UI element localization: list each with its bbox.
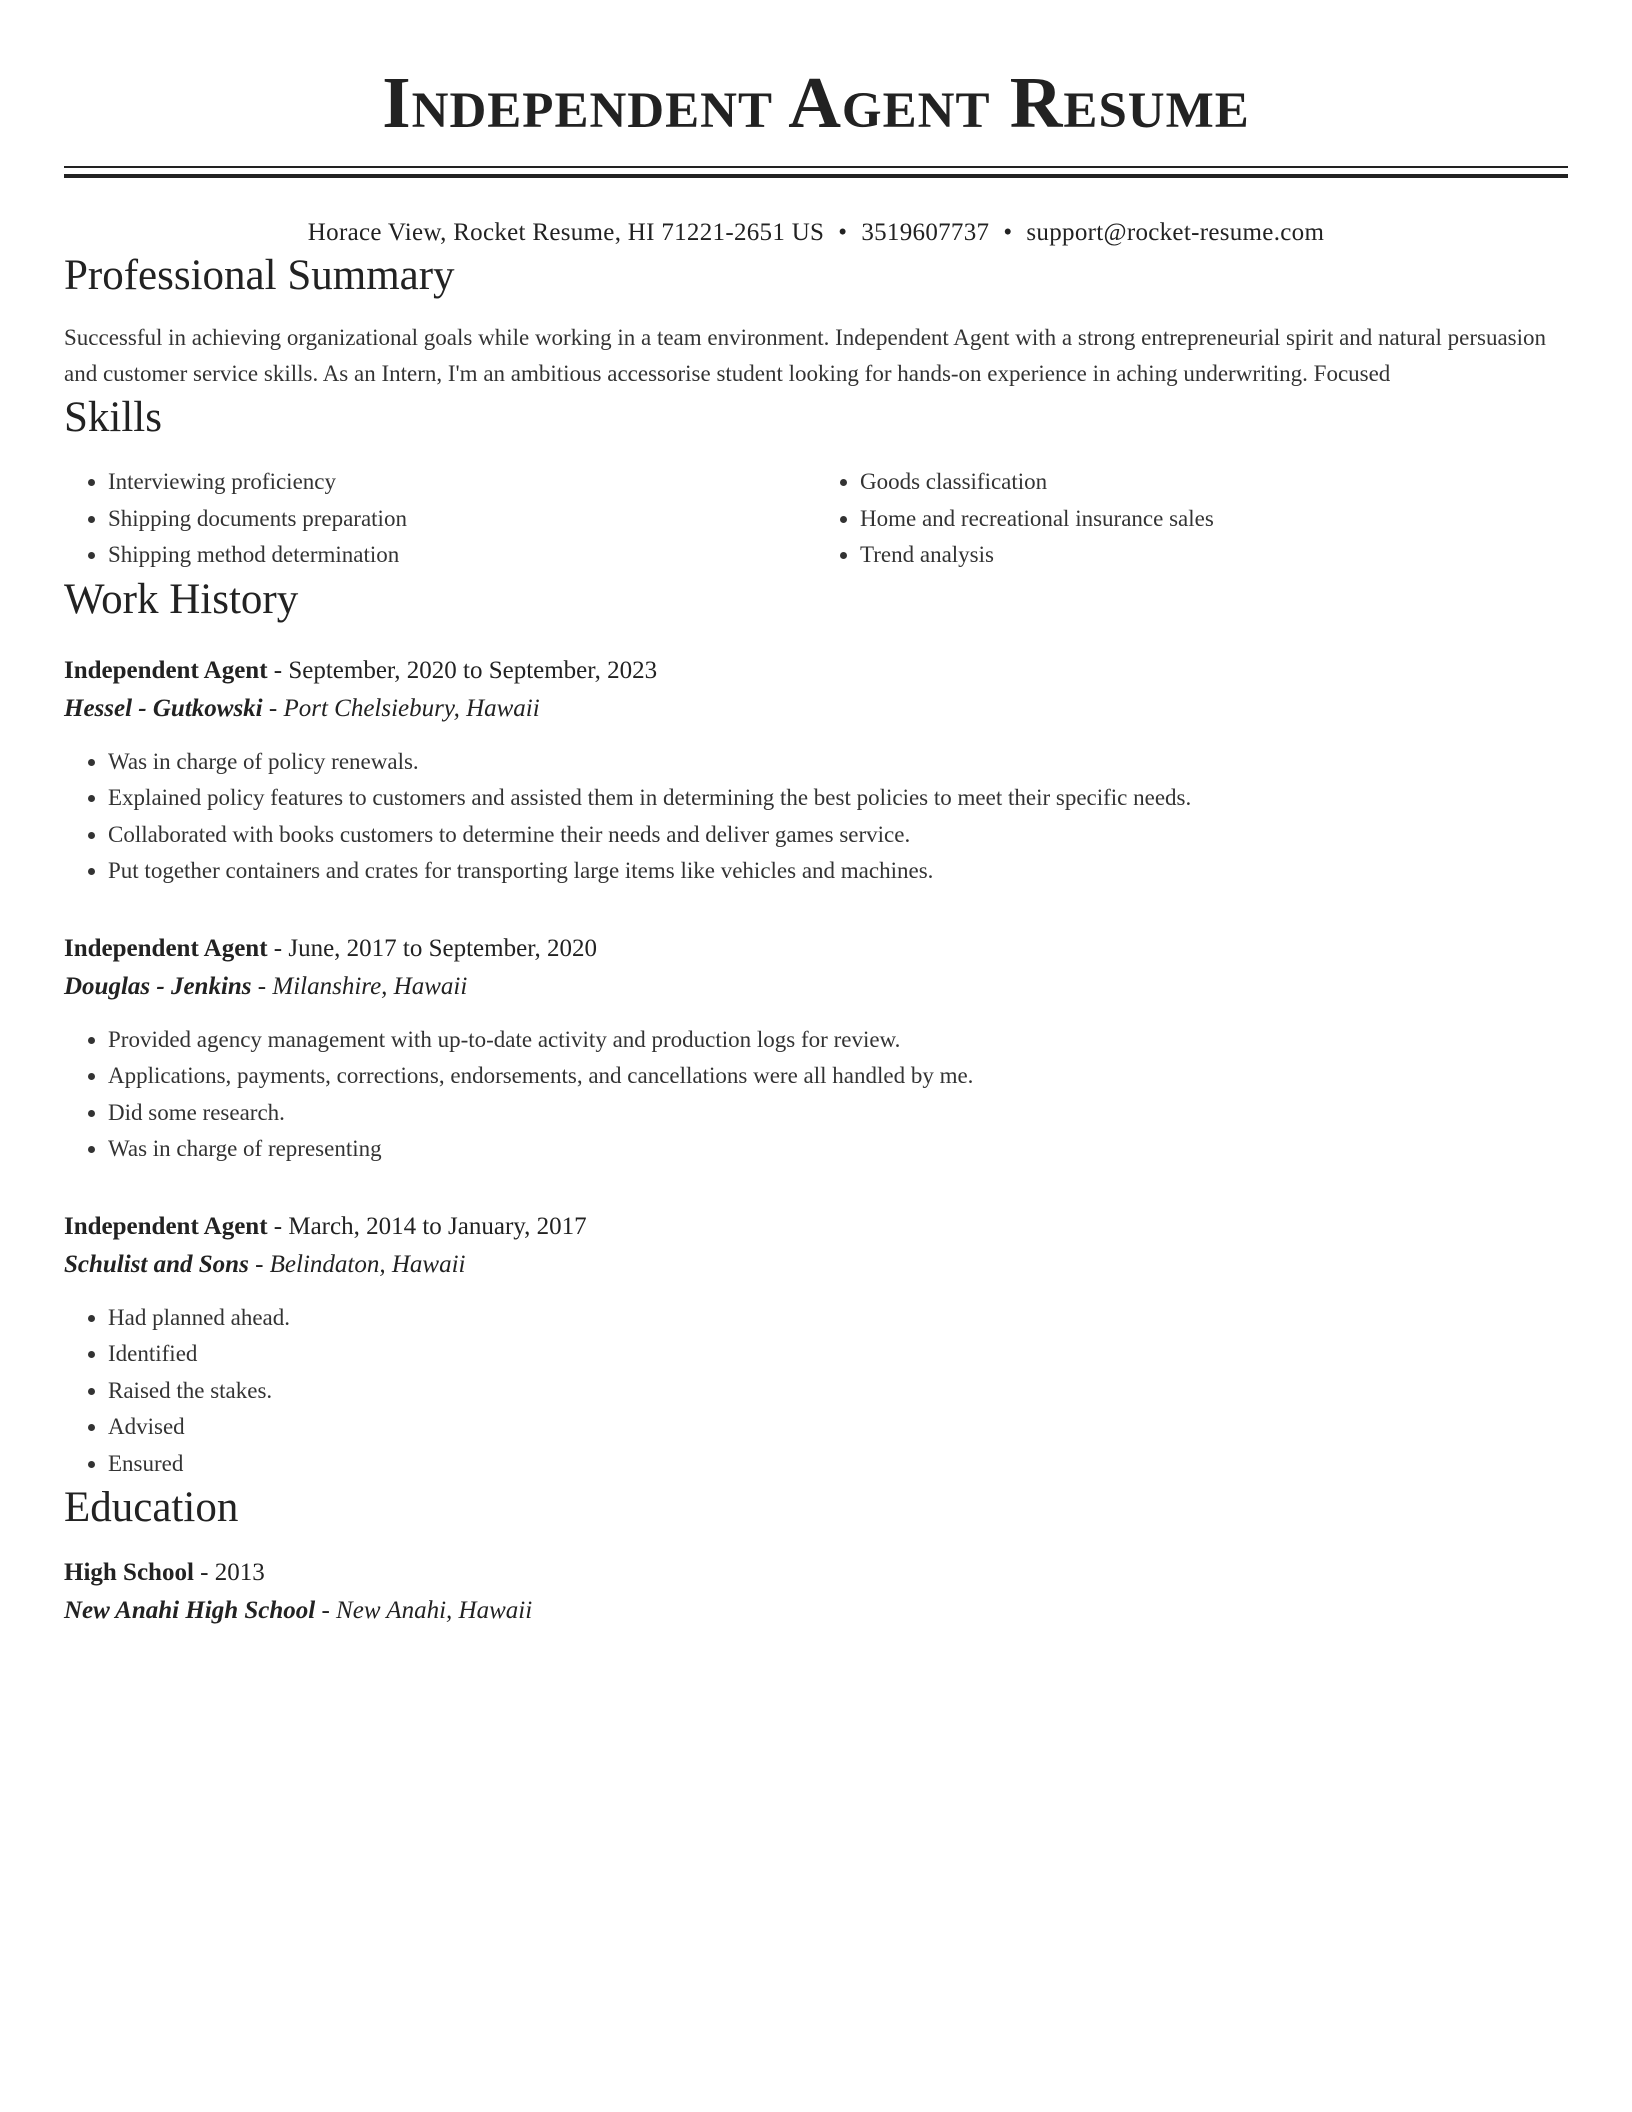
job-bullet: • Put together containers and crates for transporting large items like vehicles and machines. bbox=[108, 853, 1568, 890]
contact-separator: • bbox=[838, 219, 848, 246]
skill-item: • Home and recreational insurance sales bbox=[860, 501, 1568, 538]
job-bullet: • Ensured bbox=[108, 1446, 1568, 1483]
skills-left-list bbox=[64, 464, 816, 574]
education-degree: High School bbox=[64, 1559, 194, 1586]
job-bullet: • Did some research. bbox=[108, 1095, 1568, 1132]
education-year: - 2013 bbox=[193, 1559, 265, 1586]
job-entry bbox=[64, 1208, 1568, 1483]
education-degree-line bbox=[64, 1554, 1568, 1592]
job-dates: - March, 2014 to January, 2017 bbox=[267, 1212, 587, 1240]
skill-item: • Shipping documents preparation bbox=[108, 501, 816, 538]
skills-columns bbox=[64, 464, 1568, 574]
job-entry bbox=[64, 652, 1568, 890]
skills-right-list bbox=[816, 464, 1568, 574]
job-dates: - June, 2017 to September, 2020 bbox=[267, 934, 598, 962]
job-title-line bbox=[64, 652, 1568, 690]
education-entry bbox=[64, 1554, 1568, 1630]
job-dates: - September, 2020 to September, 2023 bbox=[267, 656, 658, 684]
title-rule-thin bbox=[64, 166, 1568, 168]
contact-address: Horace View, Rocket Resume, HI 71221-2651 US bbox=[307, 219, 825, 246]
education-school-line bbox=[64, 1592, 1568, 1630]
job-employer: Schulist and Sons bbox=[64, 1250, 249, 1278]
job-bullet: • Applications, payments, corrections, endorsements, and cancellations were all handled by me. bbox=[108, 1058, 1568, 1095]
education-location: - New Anahi, Hawaii bbox=[315, 1597, 533, 1624]
job-bullets bbox=[64, 1300, 1568, 1483]
skill-item: • Goods classification bbox=[860, 464, 1568, 501]
job-bullet: • Was in charge of policy renewals. bbox=[108, 744, 1568, 781]
title-rule-thick bbox=[64, 174, 1568, 178]
job-bullet: • Provided agency management with up-to-date activity and production logs for review. bbox=[108, 1022, 1568, 1059]
contact-separator: • bbox=[1003, 219, 1013, 246]
skills-heading: Skills bbox=[64, 394, 162, 441]
job-bullets bbox=[64, 1022, 1568, 1168]
job-bullet: • Raised the stakes. bbox=[108, 1373, 1568, 1410]
job-bullet: • Had planned ahead. bbox=[108, 1300, 1568, 1337]
job-bullet: • Advised bbox=[108, 1409, 1568, 1446]
job-bullets bbox=[64, 744, 1568, 890]
education-school: New Anahi High School bbox=[64, 1597, 316, 1624]
job-bullet: • Explained policy features to customers and assisted them in determining the best policies to meet their specific needs. bbox=[108, 780, 1568, 817]
job-employer-line bbox=[64, 968, 1568, 1006]
summary-heading: Professional Summary bbox=[64, 252, 455, 299]
contact-phone: 3519607737 bbox=[861, 219, 990, 246]
job-location: - Milanshire, Hawaii bbox=[251, 972, 468, 1000]
job-employer-line bbox=[64, 690, 1568, 728]
contact-email: support@rocket-resume.com bbox=[1026, 219, 1325, 246]
job-bullet: • Was in charge of representing bbox=[108, 1131, 1568, 1168]
job-title-line bbox=[64, 930, 1568, 968]
job-bullet: • Identified bbox=[108, 1336, 1568, 1373]
contact-line bbox=[64, 216, 1568, 250]
resume-title: Independent Agent Resume bbox=[382, 62, 1250, 143]
skill-item: • Shipping method determination bbox=[108, 537, 816, 574]
skill-item: • Interviewing proficiency bbox=[108, 464, 816, 501]
job-title: Independent Agent bbox=[64, 1212, 268, 1240]
job-employer-line bbox=[64, 1246, 1568, 1284]
job-title: Independent Agent bbox=[64, 656, 268, 684]
job-location: - Port Chelsiebury, Hawaii bbox=[262, 694, 540, 722]
summary-text: Successful in achieving organizational goals while working in a team environment. Independent Agent with a strong entrepreneurial spirit and natural persuasion and customer service skills. As an Intern, I'm an ambitious accessorise student looking for hands-on experience in aching underwriting. Focused bbox=[64, 325, 1547, 386]
job-employer: Douglas - Jenkins bbox=[64, 972, 252, 1000]
work-heading: Work History bbox=[64, 575, 299, 623]
job-title-line bbox=[64, 1208, 1568, 1246]
job-entry bbox=[64, 930, 1568, 1168]
job-title: Independent Agent bbox=[64, 934, 268, 962]
job-bullet: • Collaborated with books customers to determine their needs and deliver games service. bbox=[108, 817, 1568, 854]
education-heading: Education bbox=[64, 1484, 239, 1531]
skill-item: • Trend analysis bbox=[860, 537, 1568, 574]
job-location: - Belindaton, Hawaii bbox=[248, 1250, 466, 1278]
job-employer: Hessel - Gutkowski bbox=[64, 694, 263, 722]
